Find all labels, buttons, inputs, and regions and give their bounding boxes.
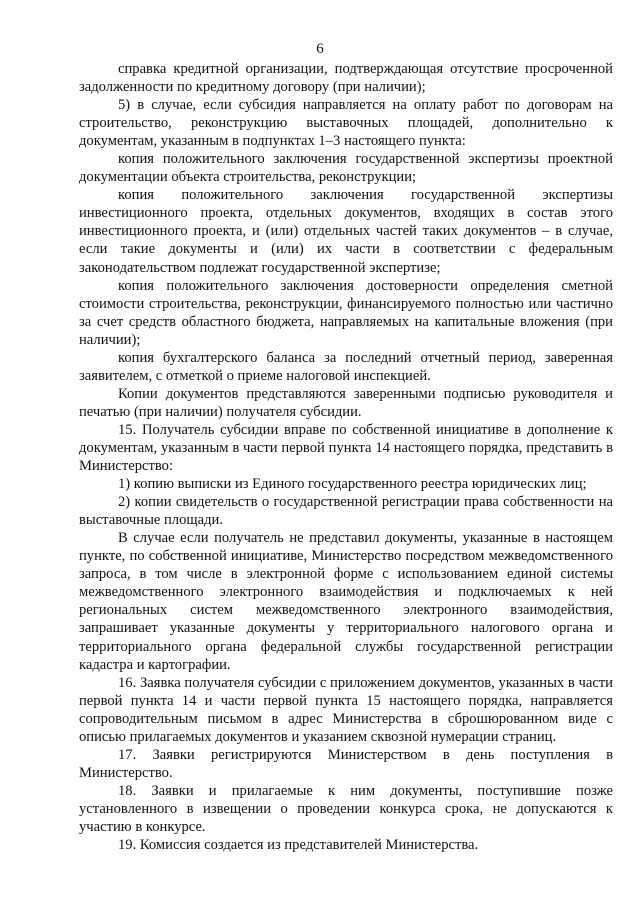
paragraph-interagency-request: В случае если получатель не представил документы, указанные в настоящем пункте, по собственной инициативе, Министерство посредством межведомственного запроса, в том числе в электронной форме с использованием единой системы межведомственного электронного взаимодействия и подключаемых к ней региональных систем межведомственного электронного взаимодействия, запрашивает указанные документы у территориального налогового органа и территориального органа федеральной службы государственной регистрации кадастра и картографии. bbox=[79, 530, 613, 673]
page-number: 6 bbox=[316, 41, 324, 57]
paragraph-clause-19: 19. Комиссия создается из представителей Министерства. bbox=[118, 837, 479, 854]
paragraph-bank-certificate: справка кредитной организации, подтверждающая отсутствие просроченной задолженности по кредитному договору (при наличии); bbox=[79, 61, 613, 96]
paragraph-clause-18: 18. Заявки и прилагаемые к ним документы, поступившие позже установленного в извещении о проведении конкурса срока, не допускаются к участию в конкурсе. bbox=[79, 782, 613, 835]
paragraph-clause-17: 17. Заявки регистрируются Министерством в день поступления в Министерство. bbox=[79, 746, 613, 781]
paragraph-item-5: 5) в случае, если субсидия направляется на оплату работ по договорам на строительство, реконструкцию выставочных площадей, дополнительно к документам, указанным в подпунктах 1–3 настоящего пункта: bbox=[79, 97, 613, 150]
paragraph-clause-15: 15. Получатель субсидии вправе по собственной инициативе в дополнение к документам, указанным в части первой пункта 14 настоящего порядка, представить в Министерство: bbox=[79, 421, 613, 475]
paragraph-balance-sheet: копия бухгалтерского баланса за последний отчетный период, заверенная заявителем, с отметкой о приеме налоговой инспекцией. bbox=[79, 349, 613, 384]
paragraph-certified-copies: Копии документов представляются заверенными подписью руководителя и печатью (при наличии) получателя субсидии. bbox=[79, 385, 613, 420]
paragraph-design-expertise: копия положительного заключения государственной экспертизы проектной документации объекта строительства, реконструкции; bbox=[79, 151, 613, 186]
paragraph-clause-15-item-1: 1) копию выписки из Единого государственного реестра юридических лиц; bbox=[118, 476, 587, 493]
paragraph-cost-estimate: копия положительного заключения достоверности определения сметной стоимости строительства, реконструкции, финансируемого полностью или частично за счет средств областного бюджета, направляемых на капитальные вложения (при наличии); bbox=[79, 277, 613, 348]
paragraph-clause-15-item-2: 2) копии свидетельств о государственной регистрации права собственности на выставочные площади. bbox=[79, 494, 613, 529]
document-body bbox=[79, 60, 613, 854]
paragraph-investment-expertise: копия положительного заключения государственной экспертизы инвестиционного проекта, отдельных документов, входящих в состав этого инвестиционного проекта, и (или) отдельных частей таких документов – в случае, если такие документы и (или) их части в соответствии с федеральным законодательством подлежат государственной экспертизе; bbox=[79, 187, 613, 276]
paragraph-clause-16: 16. Заявка получателя субсидии с приложением документов, указанных в части первой пункта 14 и части первой пункта 15 настоящего порядка, направляется сопроводительным письмом в адрес Министерства в сброшюрованном виде с описью прилагаемых документов и указанием сквозной нумерации страниц. bbox=[79, 674, 613, 745]
